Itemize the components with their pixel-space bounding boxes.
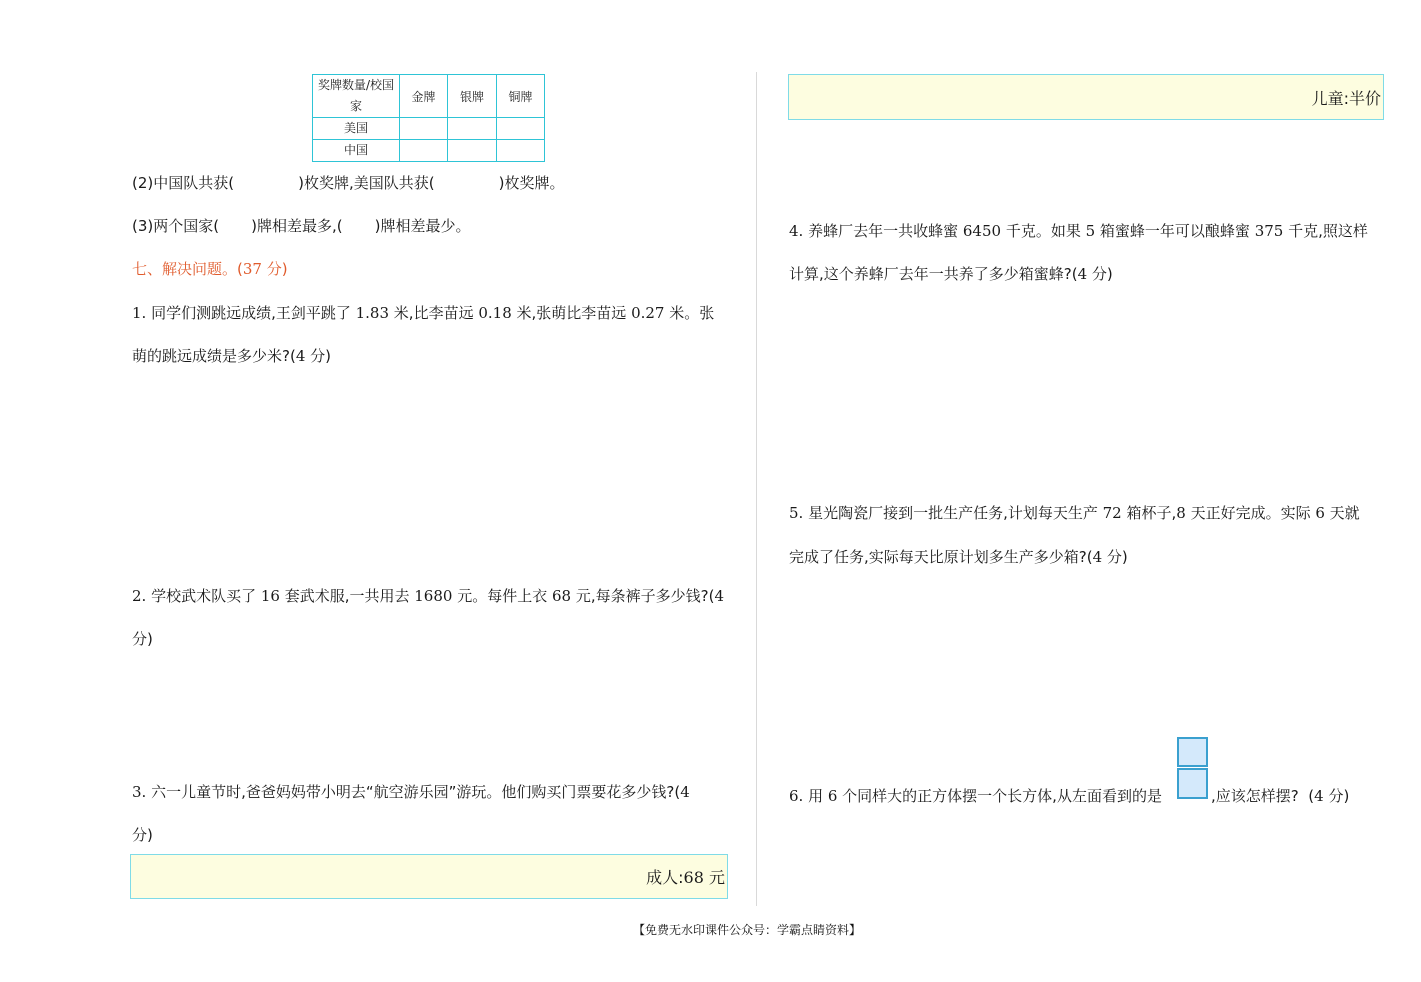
table-row <box>313 140 545 162</box>
problem-value: 68 <box>552 587 572 605</box>
cube-top-icon <box>1177 737 1208 767</box>
problem-number: 4. <box>789 222 804 240</box>
problem-score: 4 <box>680 783 690 801</box>
medal-table <box>312 74 545 162</box>
table-header-row <box>313 75 545 118</box>
problem-text: 计算,这个养蜂厂去年一共养了多少箱蜜蜂?( <box>789 265 1078 283</box>
section-title <box>132 258 288 279</box>
price-board-child <box>788 74 1384 120</box>
problem-6-line-1 <box>789 785 1162 806</box>
problem-value: 6 <box>1315 504 1325 522</box>
problem-value: 1680 <box>414 587 453 605</box>
price-label: 儿童:半价 <box>1311 89 1381 108</box>
table-cell-blank[interactable] <box>400 140 448 162</box>
problem-text: 千克。如果 <box>1001 222 1086 240</box>
problem-score: 4 <box>1092 548 1103 566</box>
question-text: )枚奖牌,美国队共获( <box>298 174 435 192</box>
problem-5-line-2 <box>789 546 1128 567</box>
table-header-cell: 金牌 <box>400 75 448 118</box>
table-header-cell: 铜牌 <box>497 75 545 118</box>
question-text: (3)两个国家( <box>132 217 220 235</box>
problem-score: 4 <box>714 587 724 605</box>
problem-number: 3. <box>132 783 147 801</box>
price-label: 成人: <box>646 868 684 887</box>
problem-text: ,应该怎样摆? <box>1211 787 1299 805</box>
problem-3-line-2 <box>132 824 153 845</box>
problem-text: 米,张萌比李苗远 <box>511 304 632 322</box>
problem-text: 个同样大的正方体摆一个长方体,从左面看到的是 <box>837 787 1162 805</box>
problem-text: 完成了任务,实际每天比原计划多生产多少箱?( <box>789 548 1093 566</box>
price-board-adult <box>130 854 728 899</box>
problem-number: 2. <box>132 587 147 605</box>
problem-text: 星光陶瓷厂接到一批生产任务,计划每天生产 <box>803 504 1103 522</box>
problem-text: 箱蜜蜂一年可以酿蜂蜜 <box>1095 222 1255 240</box>
problem-text: 天正好完成。实际 <box>1185 504 1316 522</box>
problem-text: 天就 <box>1324 504 1360 522</box>
section-title-text: 分) <box>261 260 288 278</box>
section-title-text: 七、解决问题。( <box>132 260 243 278</box>
question-text: )牌相差最多,( <box>251 217 343 235</box>
problem-text: 六一儿童节时,爸爸妈妈带小明去“航空游乐园”游玩。他们购买门票要花多少钱?( <box>146 783 681 801</box>
problem-value: 16 <box>260 587 280 605</box>
problem-score: 4 <box>1077 265 1088 283</box>
problem-text: 分) <box>1087 265 1113 283</box>
problem-text: 米,比李苗远 <box>389 304 479 322</box>
table-row <box>313 118 545 140</box>
problem-text: 套武术服,一共用去 <box>279 587 415 605</box>
problem-4-line-1 <box>789 220 1368 241</box>
problem-4-line-2 <box>789 263 1113 284</box>
problem-value: 0.27 <box>631 304 665 322</box>
problem-value: 5 <box>1085 222 1096 240</box>
table-cell-blank[interactable] <box>448 118 497 140</box>
problem-6-line-1-end <box>1211 785 1349 806</box>
problem-number: 6. <box>789 787 804 805</box>
problem-value: 375 <box>1254 222 1284 240</box>
problem-value: 1.83 <box>355 304 390 322</box>
problem-text: 元。每件上衣 <box>452 587 552 605</box>
problem-text: 同学们测跳远成绩,王剑平跳了 <box>146 304 356 322</box>
table-cell-blank[interactable] <box>448 140 497 162</box>
problem-text: 萌的跳远成绩是多少米?( <box>132 347 296 365</box>
price-unit: 元 <box>703 868 725 887</box>
table-row-label: 中国 <box>313 140 400 162</box>
problem-text: 千克,照这样 <box>1283 222 1368 240</box>
table-cell-blank[interactable] <box>497 118 545 140</box>
problem-value: 72 <box>1102 504 1122 522</box>
table-cell-blank[interactable] <box>400 118 448 140</box>
problem-2-line-1 <box>132 585 724 606</box>
problem-score: 4 <box>295 347 306 365</box>
problem-text: 元,每条裤子多少钱?( <box>571 587 715 605</box>
table-row-label: 美国 <box>313 118 400 140</box>
problem-text: 学校武术队买了 <box>146 587 261 605</box>
problem-value: 6 <box>827 787 838 805</box>
question-text: )枚奖牌。 <box>498 174 565 192</box>
problem-text: 分) <box>132 826 153 844</box>
table-header-cell: 奖牌数量/校国家 <box>313 75 400 118</box>
footer-note: 【免费无水印课件公众号：学霸点睛资料】 <box>633 923 862 937</box>
problem-text: ( <box>1298 787 1315 805</box>
question-3-blank <box>132 215 470 236</box>
problem-text: 分) <box>1323 787 1350 805</box>
problem-text: 养蜂厂去年一共收蜂蜜 <box>803 222 963 240</box>
section-score: 37 <box>242 260 262 278</box>
problem-text: 箱杯子, <box>1121 504 1177 522</box>
column-divider <box>756 72 757 906</box>
problem-text: 米。张 <box>664 304 715 322</box>
problem-text: 分) <box>132 630 153 648</box>
problem-2-line-2 <box>132 628 153 649</box>
problem-1-line-1 <box>132 302 714 323</box>
table-cell-blank[interactable] <box>497 140 545 162</box>
problem-text: 用 <box>803 787 828 805</box>
problem-1-line-2 <box>132 345 331 366</box>
table-header-cell: 银牌 <box>448 75 497 118</box>
problem-3-line-1 <box>132 781 690 802</box>
problem-text: 分) <box>305 347 331 365</box>
problem-5-line-1 <box>789 502 1360 523</box>
cube-bottom-icon <box>1177 768 1208 799</box>
problem-value: 8 <box>1176 504 1186 522</box>
question-text: (2)中国队共获( <box>132 174 235 192</box>
problem-score: 4 <box>1314 787 1324 805</box>
price-value: 68 <box>683 868 704 887</box>
problem-value: 6450 <box>962 222 1002 240</box>
problem-number: 1. <box>132 304 147 322</box>
problem-number: 5. <box>789 504 804 522</box>
question-text: )牌相差最少。 <box>374 217 471 235</box>
problem-text: 分) <box>1102 548 1128 566</box>
question-2-blank <box>132 172 564 193</box>
problem-value: 0.18 <box>478 304 512 322</box>
